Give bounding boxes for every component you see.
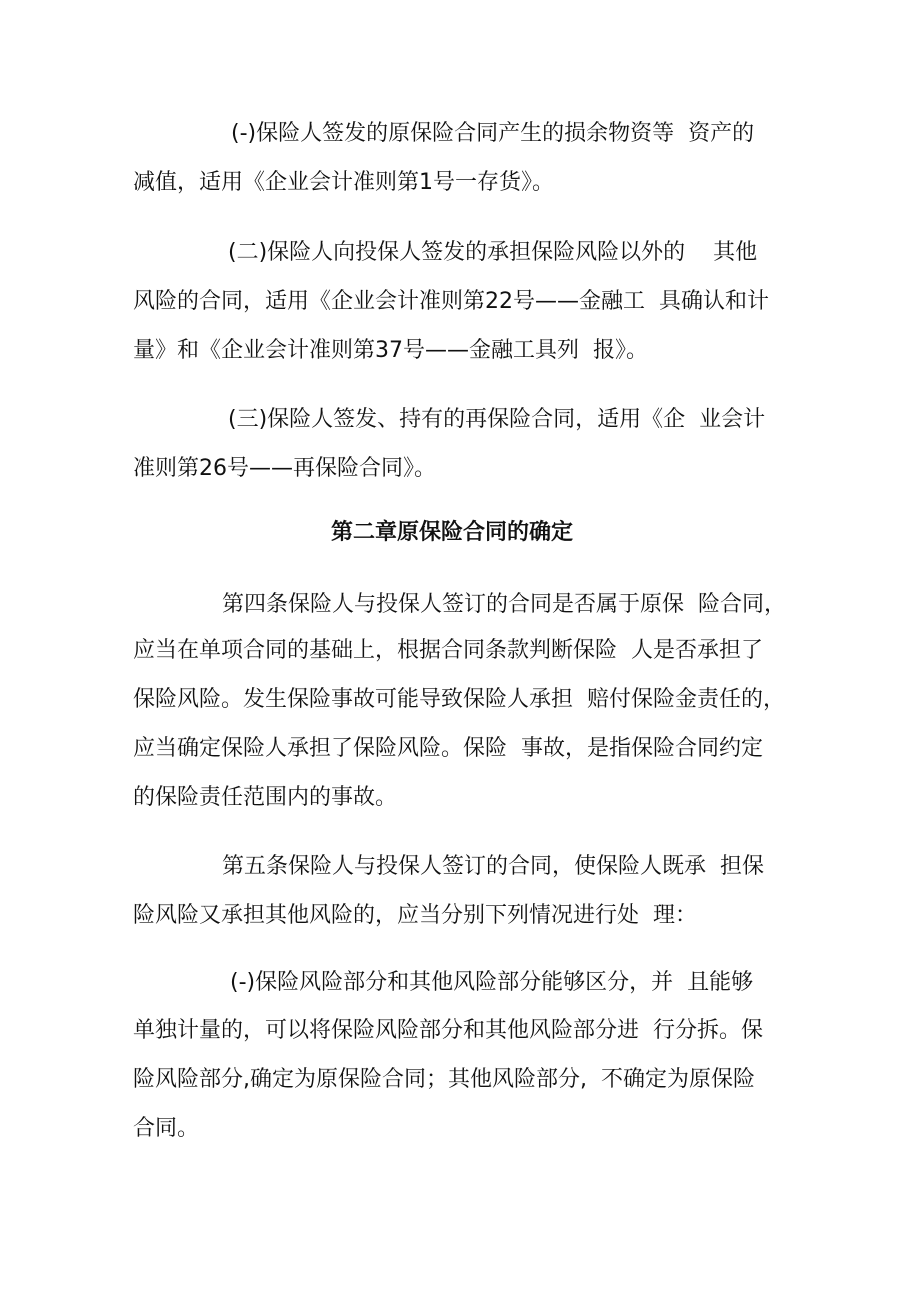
paragraph-4-line-3: 险风险部分,确定为原保险合同；其他风险部分, 不确定为原保险 [133, 1067, 755, 1092]
paragraph-4-line-4: 合同。 [133, 1116, 200, 1141]
paragraph-4-line-1: (-)保险风险部分和其他风险部分能够区分，并 且能够 [230, 970, 754, 995]
paragraph-1-line-1: (-)保险人签发的原保险合同产生的损余物资等 资产的 [231, 121, 755, 146]
paragraph-1-line-2: 减值，适用《企业会计准则第1号一存货》。 [133, 170, 554, 195]
article-4-line-3: 保险风险。发生保险事故可能导致保险人承担 赔付保险金责任的， [133, 687, 785, 712]
paragraph-3-line-1: (三)保险人签发、持有的再保险合同，适用《企 业会计 [228, 407, 766, 432]
paragraph-3-line-2: 准则第26号——再保险合同》。 [133, 456, 436, 481]
paragraph-2-line-2: 风险的合同，适用《企业会计准则第22号——金融工 具确认和计 [133, 289, 769, 314]
article-4-line-1: 第四条保险人与投保人签订的合同是否属于原保 险合同， [222, 592, 786, 617]
paragraph-2-line-1: (二)保险人向投保人签发的承担保险风险以外的 其他 [228, 240, 758, 265]
article-4-line-2: 应当在单项合同的基础上，根据合同条款判断保险 人是否承担了 [133, 638, 763, 663]
article-4-line-5: 的保险责任范围内的事故。 [133, 785, 398, 810]
paragraph-2-line-3: 量》和《企业会计准则第37号——金融工具列 报》。 [133, 338, 648, 363]
article-5-line-1: 第五条保险人与投保人签订的合同，使保险人既承 担保 [222, 854, 764, 879]
paragraph-4-line-2: 单独计量的，可以将保险风险部分和其他风险部分进 行分拆。保 [133, 1018, 763, 1043]
article-5-line-2: 险风险又承担其他风险的，应当分别下列情况进行处 理： [133, 903, 697, 928]
chapter-heading: 第二章原保险合同的确定 [331, 520, 574, 545]
article-4-line-4: 应当确定保险人承担了保险风险。保险 事故，是指保险合同约定 [133, 736, 763, 761]
